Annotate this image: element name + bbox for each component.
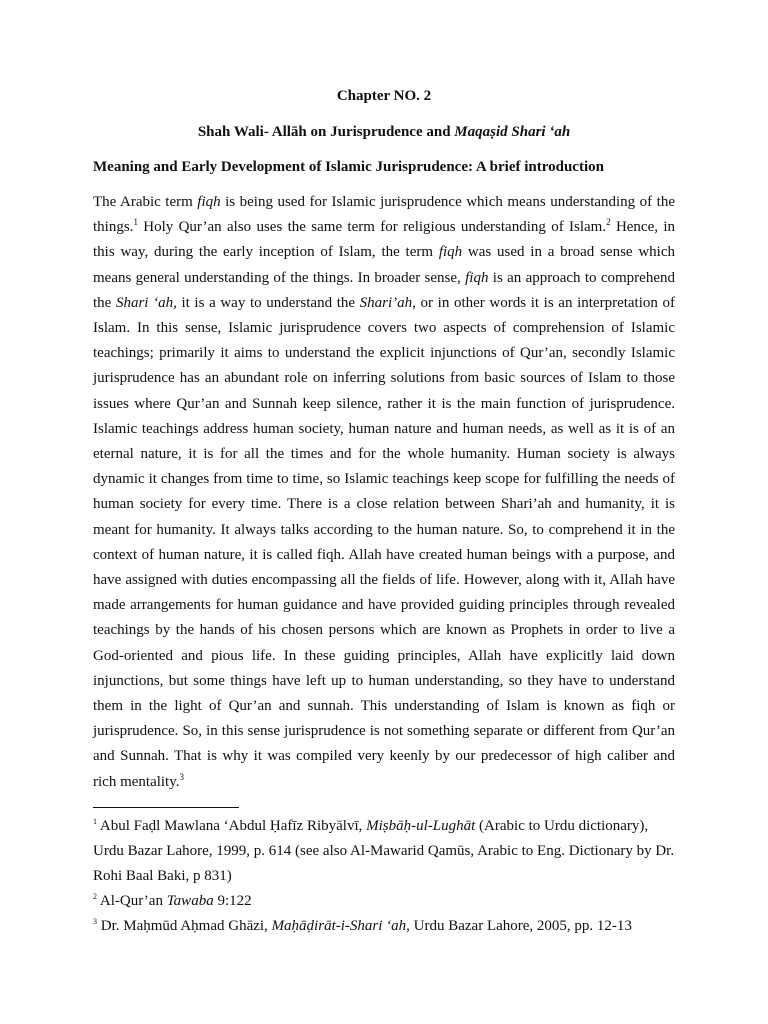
section-heading: Meaning and Early Development of Islamic Jurisprudence: A brief introduction	[93, 159, 604, 175]
chapter-title-italic: Maqaṣid Shari ‘ah	[454, 124, 571, 140]
footnote-ref: 1	[133, 217, 138, 228]
body-text: is an approach to comprehend the	[93, 269, 675, 311]
footnote-ref: 3	[179, 771, 184, 782]
body-text: it is a way to understand the	[176, 294, 360, 311]
body-text: Hence, in this way, during the early inception of Islam, the term	[93, 219, 675, 261]
footnote-text: Abul Faḍl Mawlana ‘Abdul Ḥafīz Ribyālvī,	[97, 817, 367, 834]
footnote-text: 9:122	[213, 892, 252, 909]
body-italic-term: fiqh	[465, 269, 489, 286]
body-italic-term: Shari ‘ah,	[115, 294, 177, 311]
footnote-italic: Miṣbāḥ-ul-Lughāt	[366, 817, 476, 834]
footnotes	[93, 814, 675, 939]
footnote	[93, 914, 675, 939]
footnote-italic: Tawaba	[166, 892, 214, 909]
body-text: Holy Qur’an also uses the same term for religious understanding of Islam.	[137, 219, 607, 236]
body-text: , or in other words it is an interpretation of Islam. In this sense, Islamic jurisprudence covers two aspects of comprehension of Islamic teachings; primarily it aims to understand the explicit injunctions of Qur’an, secondly Islamic jurisprudence has an abundant role on inferring solutions from basic sources of Islam to those issues where Qur’an and Sunnah keep silence, rather it is the main function of jurisprudence. Islamic teachings address human society, human nature and human needs, as well as it is of an eternal nature, it is for all the times and for the whole humanity. Human society is always dynamic it changes from time to time, so Islamic teachings keep scope for fulfilling the needs of human society for every time. There is a close relation between Shari’ah and humanity, it is meant for humanity. It always talks according to the human nature. So, to comprehend it in the context of human nature, it is called fiqh. Allah have created human beings with a purpose, and have assigned with duties encompassing all the fields of life. However, along with it, Allah have made arrangements for human guidance and have provided guiding principles through revealed teachings by the hands of his chosen persons which are known as Prophets in order to live a God-oriented and pious life. In these guiding principles, Allah have explicitly laid down injunctions, but some things have left up to human understanding, so they have to understand them in the light of Qur’an and sunnah. This understanding of Islam is known as fiqh or jurisprudence. So, in this sense jurisprudence is not something separate or different from Qur’an and Sunnah. That is why it was compiled very keenly by our predecessor of high caliber and rich mentality.	[93, 294, 676, 790]
footnote-number: 3	[93, 916, 97, 926]
footnote-ref: 2	[606, 217, 611, 228]
footnote-text: (Arabic to Urdu dictionary), Urdu Bazar Lahore, 1999, p. 614 (see also Al-Mawarid Qamūs, Arabic to Eng. Dictionary by Dr. Rohi Baal Baki, p 831)	[93, 817, 675, 884]
footnote	[93, 889, 675, 914]
chapter-title-text: Shah Wali- Allāh on Jurisprudence and	[197, 124, 455, 140]
footnote-number: 1	[93, 816, 97, 826]
footnote	[93, 814, 675, 889]
footnote-divider	[93, 807, 239, 808]
body-text: is being used for Islamic jurisprudence which means understanding of the things.	[93, 194, 675, 236]
footnote-number: 2	[93, 891, 97, 901]
body-italic-term: fiqh	[197, 194, 221, 210]
chapter-title	[93, 120, 675, 144]
body-text: was used in a broad sense which means general understanding of the things. In broader sense,	[93, 244, 675, 286]
chapter-heading: Chapter NO. 2	[336, 88, 432, 104]
footnote-text: , Urdu Bazar Lahore, 2005, pp. 12-13	[406, 917, 632, 934]
body-paragraph	[93, 190, 675, 795]
footnote-italic: Maḥāḍirāt-i-Shari ‘ah	[271, 917, 407, 934]
body-text: The Arabic term	[93, 194, 198, 210]
body-italic-term: fiqh	[438, 244, 463, 261]
footnote-text: Dr. Maḥmūd Aḥmad Ghāzi,	[97, 917, 272, 934]
page-content	[93, 84, 675, 939]
footnote-text: Al-Qur’an	[97, 892, 167, 909]
body-italic-term: Shari’ah	[359, 294, 413, 311]
